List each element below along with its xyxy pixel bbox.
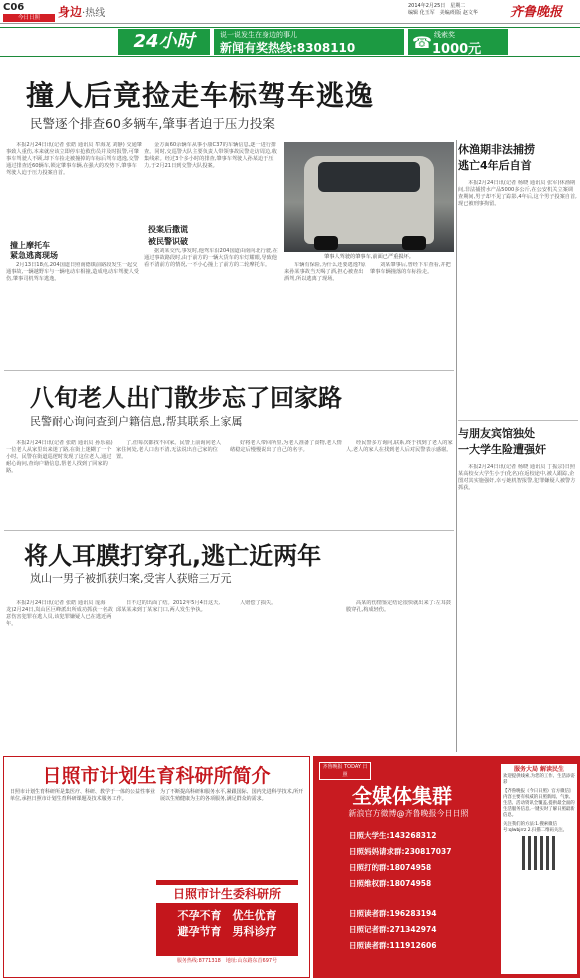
right-para: 本报2月24日讯(记者 杨晓 通讯员 张军)休渔期间,非法捕捞水产品5000多公斤,在公安机关立案调查期间,男子却不见了踪影,4年后,这个男子投案自首,现已被刑事拘留。: [458, 180, 577, 207]
story2-para: 经民警多方询问,联系,终于找到了老人的家人,老人的家人在找到老人后对民警表示感谢。: [346, 440, 453, 453]
story2-subhead: 民警耐心询问查到户籍信息,帮其联系上家属: [30, 415, 243, 428]
reward-label: 线索奖: [434, 31, 455, 39]
hotline-banner: [0, 27, 580, 57]
ad2-group-1: 日照大学生:143268312: [349, 831, 437, 840]
ad-media-group: [313, 756, 580, 978]
section-sub: ·热线: [82, 8, 106, 19]
story1-photo-car: [284, 142, 454, 252]
right-head-2b: 一大学生险遭强奸: [458, 443, 546, 456]
story1-column-2: [144, 142, 278, 222]
ad2-group-6: 日照记者群:271342974: [349, 925, 437, 934]
ad2-title: 全媒体集群: [352, 784, 452, 808]
section-name: 身边: [58, 5, 83, 19]
divider: [4, 370, 454, 371]
ad1-title: 日照市计划生育科研所简介: [42, 765, 271, 787]
ad2-side-box: [501, 764, 577, 974]
ad2-group-3: 日照打的群:18074958: [349, 863, 432, 872]
hotline-middle: [214, 29, 404, 55]
right-text-2: [458, 464, 578, 750]
hotline-reward: [408, 29, 508, 55]
story2-column-1: [6, 440, 114, 528]
ad-family-planning: [3, 756, 310, 978]
ad1-service-line-2: 避孕节育 男科诊疗: [177, 925, 277, 938]
dateline-editors: 编辑 化玉军 美编/组版 赵文华: [408, 10, 478, 16]
column-separator: [456, 140, 457, 752]
dateline-date: 2014年2月25日 星期二: [408, 3, 466, 9]
story1-para: 刘某肇事后,曾经下车查看,并把肇事车辆撞落的车标捡走。: [370, 262, 451, 275]
story1-subhead-3: 投案后撒谎: [148, 225, 188, 234]
ad2-side-title: 服务大局 解读民生: [513, 766, 565, 773]
divider: [458, 420, 578, 421]
ad2-side-text-2: 关注我们的方法:1.搜索微信号:qlwbjrrz 2.扫描二维码关注。: [503, 822, 568, 833]
dateline: [408, 3, 508, 17]
right-text-1: [458, 180, 578, 416]
ad1-red-box: [156, 880, 298, 956]
story1-para: 金方面60余辆车从事小康C37的车辆信息,逐一进行排查。同时,交巡警大队主要负责人带领事故民警走访周边,收集线索。经过3个多小时的排查,肇事车驾驶人孙某迫于压力,于2月21日到交警大队投案。: [144, 142, 277, 169]
hotline-slogan: 说一说发生在身边的事儿: [220, 31, 297, 39]
ad2-group-7: 日照读者群:111912606: [349, 941, 437, 950]
divider: [4, 530, 454, 531]
story2-headline: 八旬老人出门散步忘了回家路: [30, 384, 342, 412]
page-header: [0, 0, 580, 24]
story1-para: 2月13日18点,204国道日照南德镇前路段发生一起交通事故,一辆越野车与一辆电动车相撞,造成电动车驾驶人受伤,肇事司机驾车逃逸。: [6, 262, 139, 282]
story1-para: 据刘某交代,事发时,他驾车沿204国道由南向北行驶,在通过事故路段时,由于前方的一辆大货车的车灯耀眼,导致他看不清前方的情况,一不小心撞上了前方的二轮摩托车。: [144, 248, 278, 268]
page-number-box: [3, 2, 55, 22]
ad1-footer: 服务热线:8771318 地址:山东路东首697号: [176, 958, 278, 964]
story1-subhead-1: 撞上摩托车: [10, 241, 50, 250]
story1-headline: 撞人后竟捡走车标驾车逃逸: [26, 79, 375, 112]
hotline-24h: 24小时: [118, 29, 210, 55]
hotline-number: 新闻有奖热线:8308110: [220, 41, 356, 55]
story3-column-1: [6, 600, 114, 748]
ad1-service-line-1: 不孕不育 优生优育: [177, 909, 277, 922]
right-head-2a: 与朋友宾馆独处: [458, 427, 535, 440]
right-head-1a: 休渔期非法捕捞: [458, 143, 535, 156]
story3-para: 日不过的出面了结。2012年5月4日这天,邱某某来到丁某家门口,两人发生争执。: [116, 600, 221, 613]
car-wheel: [314, 236, 338, 250]
ad2-group-5: 日照读者群:196283194: [349, 909, 437, 918]
story3-headline: 将人耳膜打穿孔,逃亡近两年: [24, 542, 322, 570]
ad2-strap: 新浪官方微博@齐鲁晚报今日日照: [348, 809, 469, 818]
newspaper-logo: 齐鲁晚报: [510, 5, 563, 20]
right-para: 本报2月24日讯(记者 杨晓 通讯员 丁振宗)日照某高校女大学生小于(化名)在返校途中,被人跟踪,企图对其实施强奸,幸亏她机智报警,犯罪嫌疑人被警方抓获。: [458, 464, 576, 491]
story2-column-2: [116, 440, 224, 528]
reward-amount: 1000元: [432, 42, 482, 57]
photo-caption: 肇事人驾驶的肇事车,前面已严重损坏。: [324, 254, 414, 260]
ad1-services: [160, 908, 294, 940]
story1-para: 车辆有保险,为什么还要逃逸?原来孙某事故当天喝了酒,担心被查出酒驾,所以逃离了现场。: [284, 262, 366, 282]
story2-para: 好将老人带回所里,为老人准备了食物,老人情绪稳定后慢慢说出了自己的名字。: [230, 440, 342, 453]
story1-subhead-2: 紧急逃离现场: [10, 251, 58, 260]
story3-column-4: [346, 600, 454, 748]
ad1-body-2: 为了不断提高科研和服务水平,紧跟国际、国内先进科学技术,所开展以生殖健康为主的各项服务,满足群众的需求。: [160, 789, 304, 802]
ad2-side-text: 【齐鲁晚报《今日日照》官方微信] 内容主要有权威的日照新闻、气象、生活、活动资讯全覆盖,提供最全面的生活服务信息,一键实时了解日照最新信息。: [503, 789, 575, 818]
qr-code-icon[interactable]: [522, 836, 556, 870]
phone-icon: ☎: [412, 33, 432, 52]
ad1-body: 日照市计划生育科研所是集医疗、科研、教学于一体的公益性事业单位,承担日照市计划生育科研课题及技术服务工作。: [10, 789, 156, 802]
ad2-side-sub: 欢迎提供线索,为您的工作、生活添姿彩: [503, 774, 575, 785]
page-tag: 今日日照: [3, 14, 55, 22]
story1-column-4: [370, 262, 454, 364]
ad2-group-4: 日照维权群:18074958: [349, 879, 432, 888]
page-number: C06: [3, 2, 25, 13]
story1-para: 本报2月24日讯(记者 张皓 通讯员 牟海龙 刘静) 交通肇事致人重伤,本来就应该立即停车抢救伤员并及时报警,可肇事车驾驶人不顾,却下车捡走被撞掉的车标后驾车逃逸,交警通过排查近60辆车,锁定肇事车辆,在强大的攻势下,肇事车驾驶人迫于压力投案自首。: [6, 142, 142, 176]
story2-para: 了,但每次都找不回家。民警上前询问老人家住何处,老人口齿不清,无法说出自己家的位置。: [116, 440, 222, 460]
right-head-1b: 逃亡4年后自首: [458, 159, 532, 172]
car-windshield: [318, 162, 420, 192]
story3-column-3: [230, 600, 342, 748]
story1-column-3: [284, 262, 368, 364]
story2-column-4: [346, 440, 454, 528]
story3-subhead: 岚山一男子被抓获归案,受害人获赔三万元: [30, 572, 232, 585]
story1-column-2b: [144, 248, 278, 364]
section-title: [58, 3, 105, 20]
story3-para: 本报2月24日讯(记者 张皓 通讯员 庞海龙)2月24日,岚山区巨峰派出所成功抓获一名故意伤害犯罪在逃人员,该犯罪嫌疑人已在逃近两年。: [6, 600, 113, 627]
story1-column-1b: [6, 262, 142, 362]
ad2-badge: 齐鲁晚报 TODAY 日照: [319, 762, 371, 780]
story1-subhead: 民警逐个排查60多辆车,肇事者迫于压力投案: [30, 116, 275, 131]
ad1-box-title: 日照市计生委科研所: [156, 885, 298, 903]
car-wheel: [402, 236, 426, 250]
story2-para: 本报2月24日讯(记者 张皓 通讯员 孙乐福)一位老人从家里出来迷了路,在街上迷糊了一个小时。民警在街道巡逻时发现了这位老人,通过耐心询问,查询户籍信息,帮老人找到了回家的路。: [6, 440, 113, 474]
story2-column-3: [230, 440, 342, 528]
ad2-group-2: 日照妈妈请求群:230817037: [349, 847, 452, 856]
story3-para: 人赔偿了损失。: [240, 600, 277, 606]
story1-subhead-4: 被民警识破: [148, 237, 188, 246]
story3-para: 高某的伤情鉴定结论很快就出来了:左耳鼓膜穿孔,构成轻伤。: [346, 600, 452, 613]
story3-column-2: [116, 600, 224, 748]
